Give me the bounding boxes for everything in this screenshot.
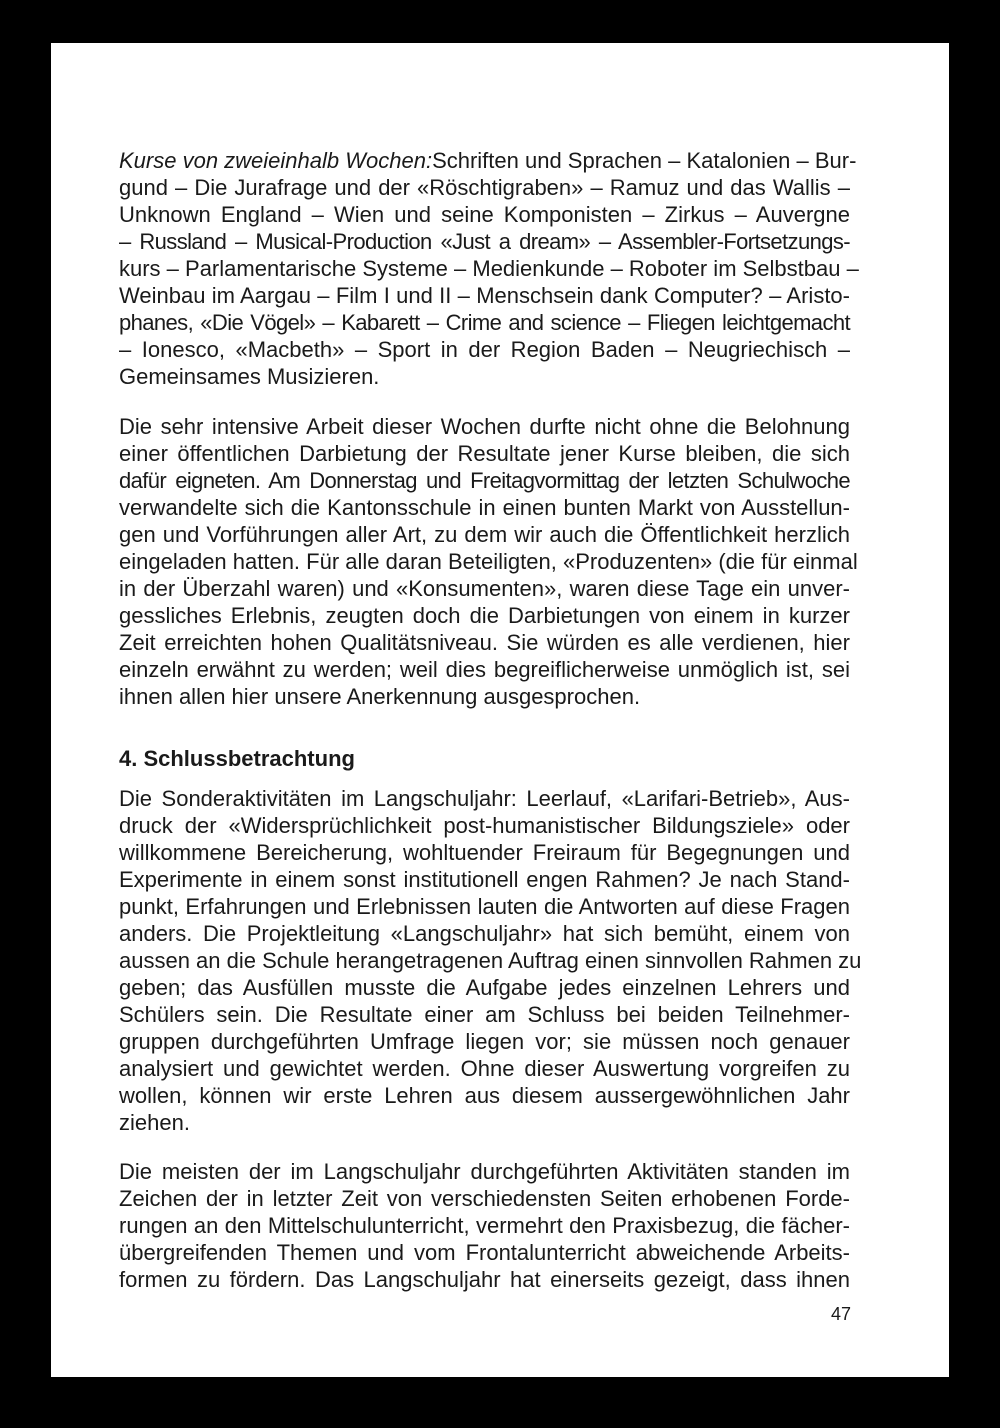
text-line: Zeichen der in letzter Zeit von verschiedensten Seiten erhobenen Forde- xyxy=(119,1186,850,1211)
text-line: formen zu fördern. Das Langschuljahr hat einerseits gezeigt, dass ihnen xyxy=(119,1267,850,1292)
text-line: Gemeinsames Musizieren. xyxy=(119,364,380,389)
text-line: übergreifenden Themen und vom Frontalunterricht abweichende Arbeits- xyxy=(119,1240,850,1265)
text-line: wollen, können wir erste Lehren aus diesem aussergewöhnlichen Jahr xyxy=(119,1083,850,1108)
text-line: Die meisten der im Langschuljahr durchgeführten Aktivitäten standen im xyxy=(119,1159,850,1184)
text-line: ziehen. xyxy=(119,1110,190,1135)
text-line: gruppen durchgeführten Umfrage liegen vor; sie müssen noch genauer xyxy=(119,1029,850,1054)
text-line: in der Überzahl waren) und «Konsumenten», waren diese Tage ein unver- xyxy=(119,576,850,601)
text-line: verwandelte sich die Kantonsschule in einen bunten Markt von Ausstellun- xyxy=(119,495,850,520)
section-heading: 4. Schlussbetrachtung xyxy=(119,746,355,771)
text-line: Weinbau im Aargau – Film I und II – Menschsein dank Computer? – Aristo- xyxy=(119,283,850,308)
text-line: Experimente in einem sonst institutionell engen Rahmen? Je nach Stand- xyxy=(119,867,850,892)
text-line: einzeln erwähnt zu werden; weil dies begreiflicherweise unmöglich ist, sei xyxy=(119,657,850,682)
text-line: phanes, «Die Vögel» – Kabarett – Crime and science – Fliegen leichtgemacht xyxy=(119,310,850,335)
text-line: geben; das Ausfüllen musste die Aufgabe jedes einzelnen Lehrers und xyxy=(119,975,850,1000)
text-line: einer öffentlichen Darbietung der Resultate jener Kurse bleiben, die sich xyxy=(119,441,850,466)
text-line: eingeladen hatten. Für alle daran Beteiligten, «Produzenten» (die für einmal xyxy=(119,549,858,574)
document-page xyxy=(51,43,949,1377)
text-line: aussen an die Schule herangetragenen Auftrag einen sinnvollen Rahmen zu xyxy=(119,948,862,973)
text-line: Schülers sein. Die Resultate einer am Schluss bei beiden Teilnehmer- xyxy=(119,1002,850,1027)
text-line: – Ionesco, «Macbeth» – Sport in der Region Baden – Neugriechisch – xyxy=(119,337,850,362)
text-line: analysiert und gewichtet werden. Ohne dieser Auswertung vorgreifen zu xyxy=(119,1056,850,1081)
text-line: punkt, Erfahrungen und Erlebnissen lauten die Antworten auf diese Fragen xyxy=(119,894,850,919)
text-line: Die Sonderaktivitäten im Langschuljahr: Leerlauf, «Larifari-Betrieb», Aus- xyxy=(119,786,850,811)
text-line: anders. Die Projektleitung «Langschuljahr» hat sich bemüht, einem von xyxy=(119,921,850,946)
text-line: druck der «Widersprüchlichkeit post-humanistischer Bildungsziele» oder xyxy=(119,813,850,838)
text-line: Die sehr intensive Arbeit dieser Wochen durfte nicht ohne die Belohnung xyxy=(119,414,850,439)
paragraph-lead: Kurse von zweieinhalb Wochen: xyxy=(119,148,433,173)
text-line: gen und Vorführungen aller Art, zu dem wir auch die Öffentlichkeit herzlich xyxy=(119,522,850,547)
text-line: ihnen allen hier unsere Anerkennung ausgesprochen. xyxy=(119,684,641,709)
text-line: Unknown England – Wien und seine Komponisten – Zirkus – Auvergne xyxy=(119,202,850,227)
text-line: gund – Die Jurafrage und der «Röschtigraben» – Ramuz und das Wallis – xyxy=(119,175,850,200)
text-line: kurs – Parlamentarische Systeme – Medienkunde – Roboter im Selbstbau – xyxy=(119,256,859,281)
text-line: – Russland – Musical-Production «Just a dream» – Assembler-Fortsetzungs- xyxy=(119,229,850,254)
text-line: willkommene Bereicherung, wohltuender Freiraum für Begegnungen und xyxy=(119,840,850,865)
text-line: Kurse von zweieinhalb Wochen:Schriften und Sprachen – Katalonien – Bur- xyxy=(119,148,857,173)
page-number: 47 xyxy=(830,1304,851,1324)
text-line: gessliches Erlebnis, zeugten doch die Darbietungen von einem in kurzer xyxy=(119,603,850,628)
text-line: Zeit erreichten hohen Qualitätsniveau. Sie würden es alle verdienen, hier xyxy=(119,630,850,655)
text-line: rungen an den Mittelschulunterricht, vermehrt den Praxisbezug, die fächer- xyxy=(119,1213,850,1238)
text-line: dafür eigneten. Am Donnerstag und Freitagvormittag der letzten Schulwoche xyxy=(119,468,850,493)
